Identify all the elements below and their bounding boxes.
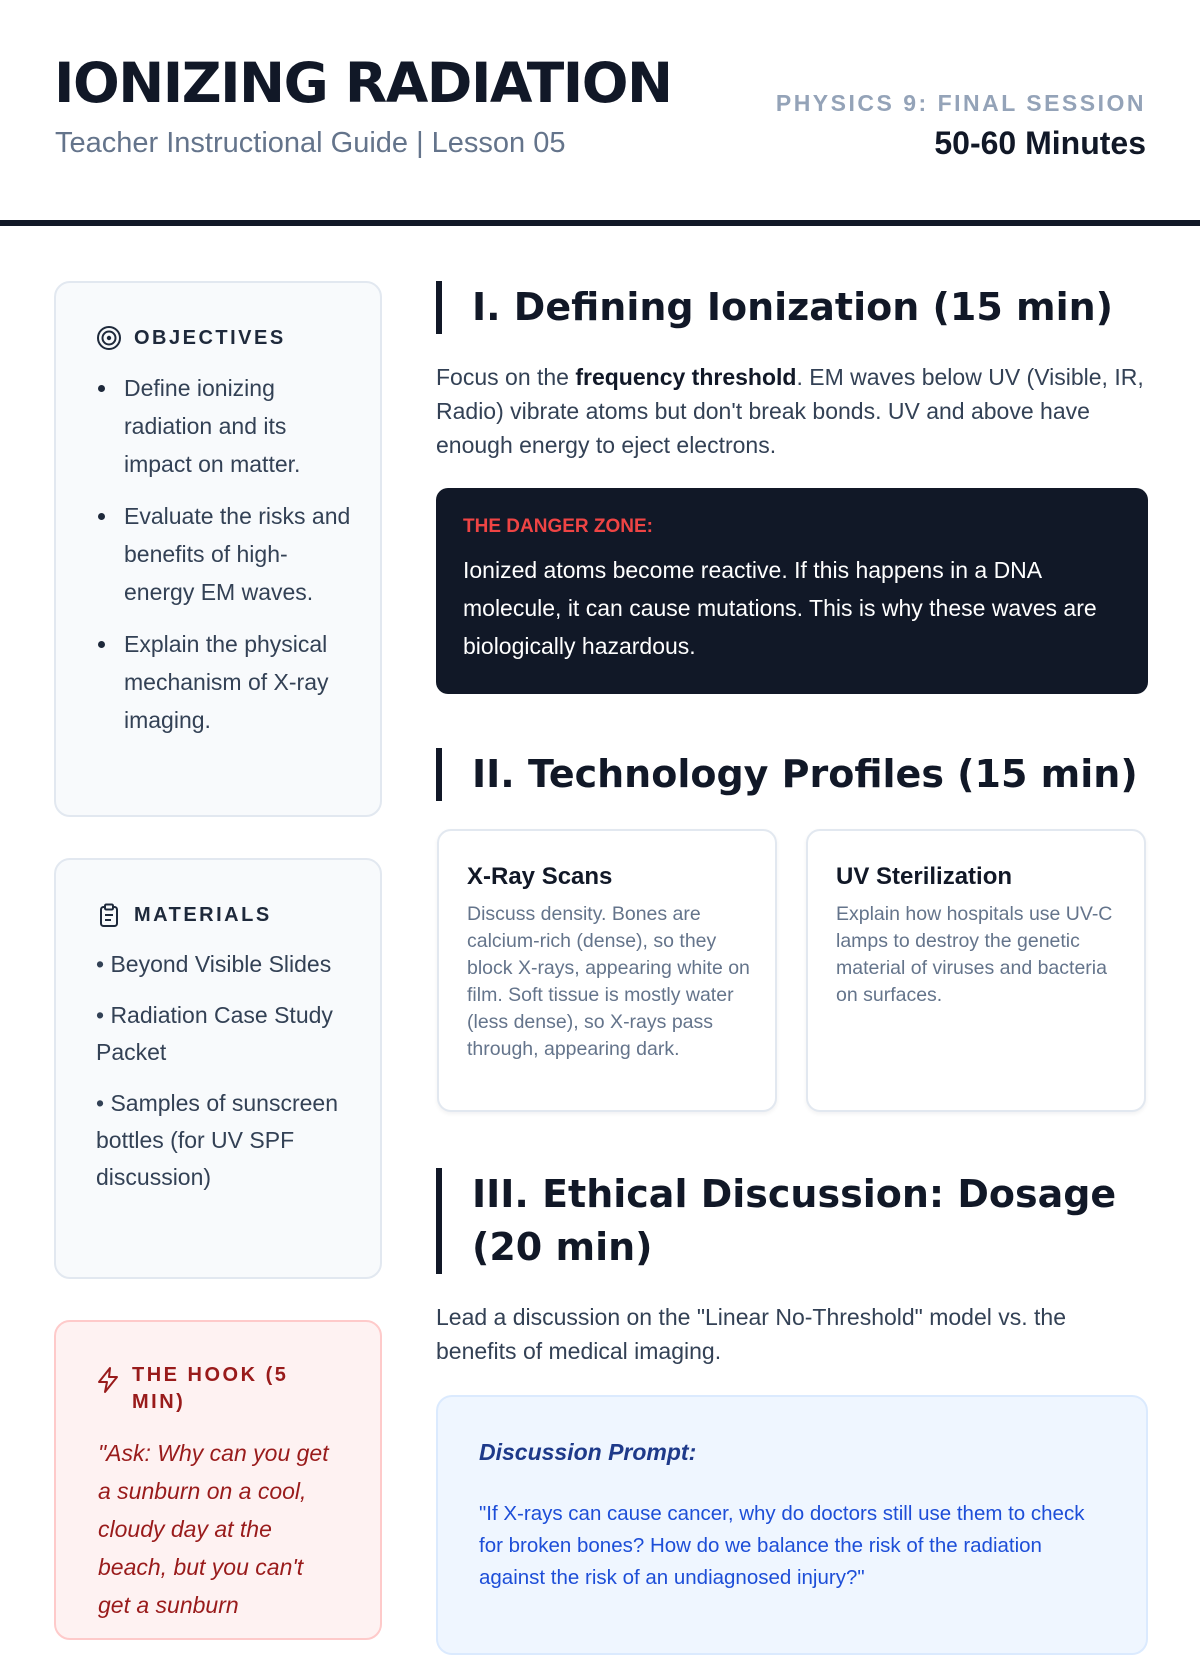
section-3-heading: III. Ethical Discussion: Dosage (20 min) bbox=[436, 1168, 1148, 1274]
materials-heading-row bbox=[96, 902, 272, 928]
objectives-card bbox=[54, 281, 382, 817]
section-1-text-end: . EM waves below UV (Visible, IR, Radio) vibrate atoms but don't break bonds. UV and above have enough energy to eject electrons. bbox=[436, 364, 1144, 458]
duration-label: 50-60 Minutes bbox=[934, 125, 1146, 161]
objective-item: Explain the physical mechanism of X-ray imaging. bbox=[96, 625, 356, 739]
section-2-heading: II. Technology Profiles (15 min) bbox=[436, 748, 1148, 801]
objectives-list bbox=[96, 369, 356, 753]
material-item: • Radiation Case Study Packet bbox=[96, 1002, 333, 1065]
clipboard-icon bbox=[96, 902, 122, 928]
hook-quote: "Ask: Why can you get a sunburn on a cool, cloudy day at the beach, but you can't get a sunburn bbox=[98, 1440, 329, 1618]
xray-card-text: Discuss density. Bones are calcium-rich (dense), so they block X-rays, appearing white on film. Soft tissue is mostly water (less dense), so X-rays pass through, appearing dark. bbox=[467, 903, 750, 1060]
materials-list bbox=[96, 946, 356, 1210]
discussion-prompt-box bbox=[436, 1395, 1148, 1655]
xray-card-title: X-Ray Scans bbox=[467, 863, 613, 890]
lightning-icon bbox=[96, 1366, 120, 1394]
discussion-prompt-label: Discussion Prompt: bbox=[479, 1439, 697, 1465]
section-3-text: Lead a discussion on the "Linear No-Threshold" model vs. the benefits of medical imaging. bbox=[436, 1304, 1067, 1364]
page-header bbox=[0, 0, 1200, 226]
uv-card bbox=[806, 829, 1146, 1112]
page-subtitle: Teacher Instructional Guide | Lesson 05 bbox=[55, 127, 566, 159]
uv-card-text: Explain how hospitals use UV-C lamps to destroy the genetic material of viruses and bacteria on surfaces. bbox=[836, 903, 1113, 1006]
material-item: • Samples of sunscreen bottles (for UV SPF discussion) bbox=[96, 1090, 339, 1190]
material-item: • Beyond Visible Slides bbox=[96, 951, 332, 977]
section-1-text-start: Focus on the bbox=[436, 364, 576, 390]
page-title: IONIZING RADIATION bbox=[54, 51, 672, 115]
hook-heading-row bbox=[96, 1362, 312, 1416]
session-label: PHYSICS 9: FINAL SESSION bbox=[775, 90, 1146, 116]
materials-card bbox=[54, 858, 382, 1279]
section-1-text bbox=[436, 360, 1148, 462]
objectives-heading: OBJECTIVES bbox=[134, 326, 286, 349]
uv-card-title: UV Sterilization bbox=[836, 863, 1013, 890]
discussion-prompt-text: "If X-rays can cause cancer, why do doctors still use them to check for broken bones? How do we balance the risk of the radiation against the risk of an undiagnosed injury?" bbox=[479, 1502, 1085, 1589]
objective-item: Evaluate the risks and benefits of high-energy EM waves. bbox=[96, 497, 356, 611]
section-1-heading: I. Defining Ionization (15 min) bbox=[436, 281, 1148, 334]
hook-card bbox=[54, 1320, 382, 1640]
objective-item: Define ionizing radiation and its impact on matter. bbox=[96, 369, 356, 483]
danger-zone-text: Ionized atoms become reactive. If this happens in a DNA molecule, it can cause mutations. This is why these waves are biologically hazardous. bbox=[463, 557, 1097, 659]
objectives-heading-row bbox=[96, 325, 286, 351]
hook-heading: THE HOOK (5 MIN) bbox=[132, 1364, 289, 1413]
target-icon bbox=[96, 325, 122, 351]
xray-card bbox=[437, 829, 777, 1112]
danger-zone-box bbox=[436, 488, 1148, 694]
materials-heading: MATERIALS bbox=[134, 903, 272, 926]
section-1-text-bold: frequency threshold bbox=[575, 364, 797, 390]
danger-zone-label: THE DANGER ZONE: bbox=[463, 516, 653, 537]
